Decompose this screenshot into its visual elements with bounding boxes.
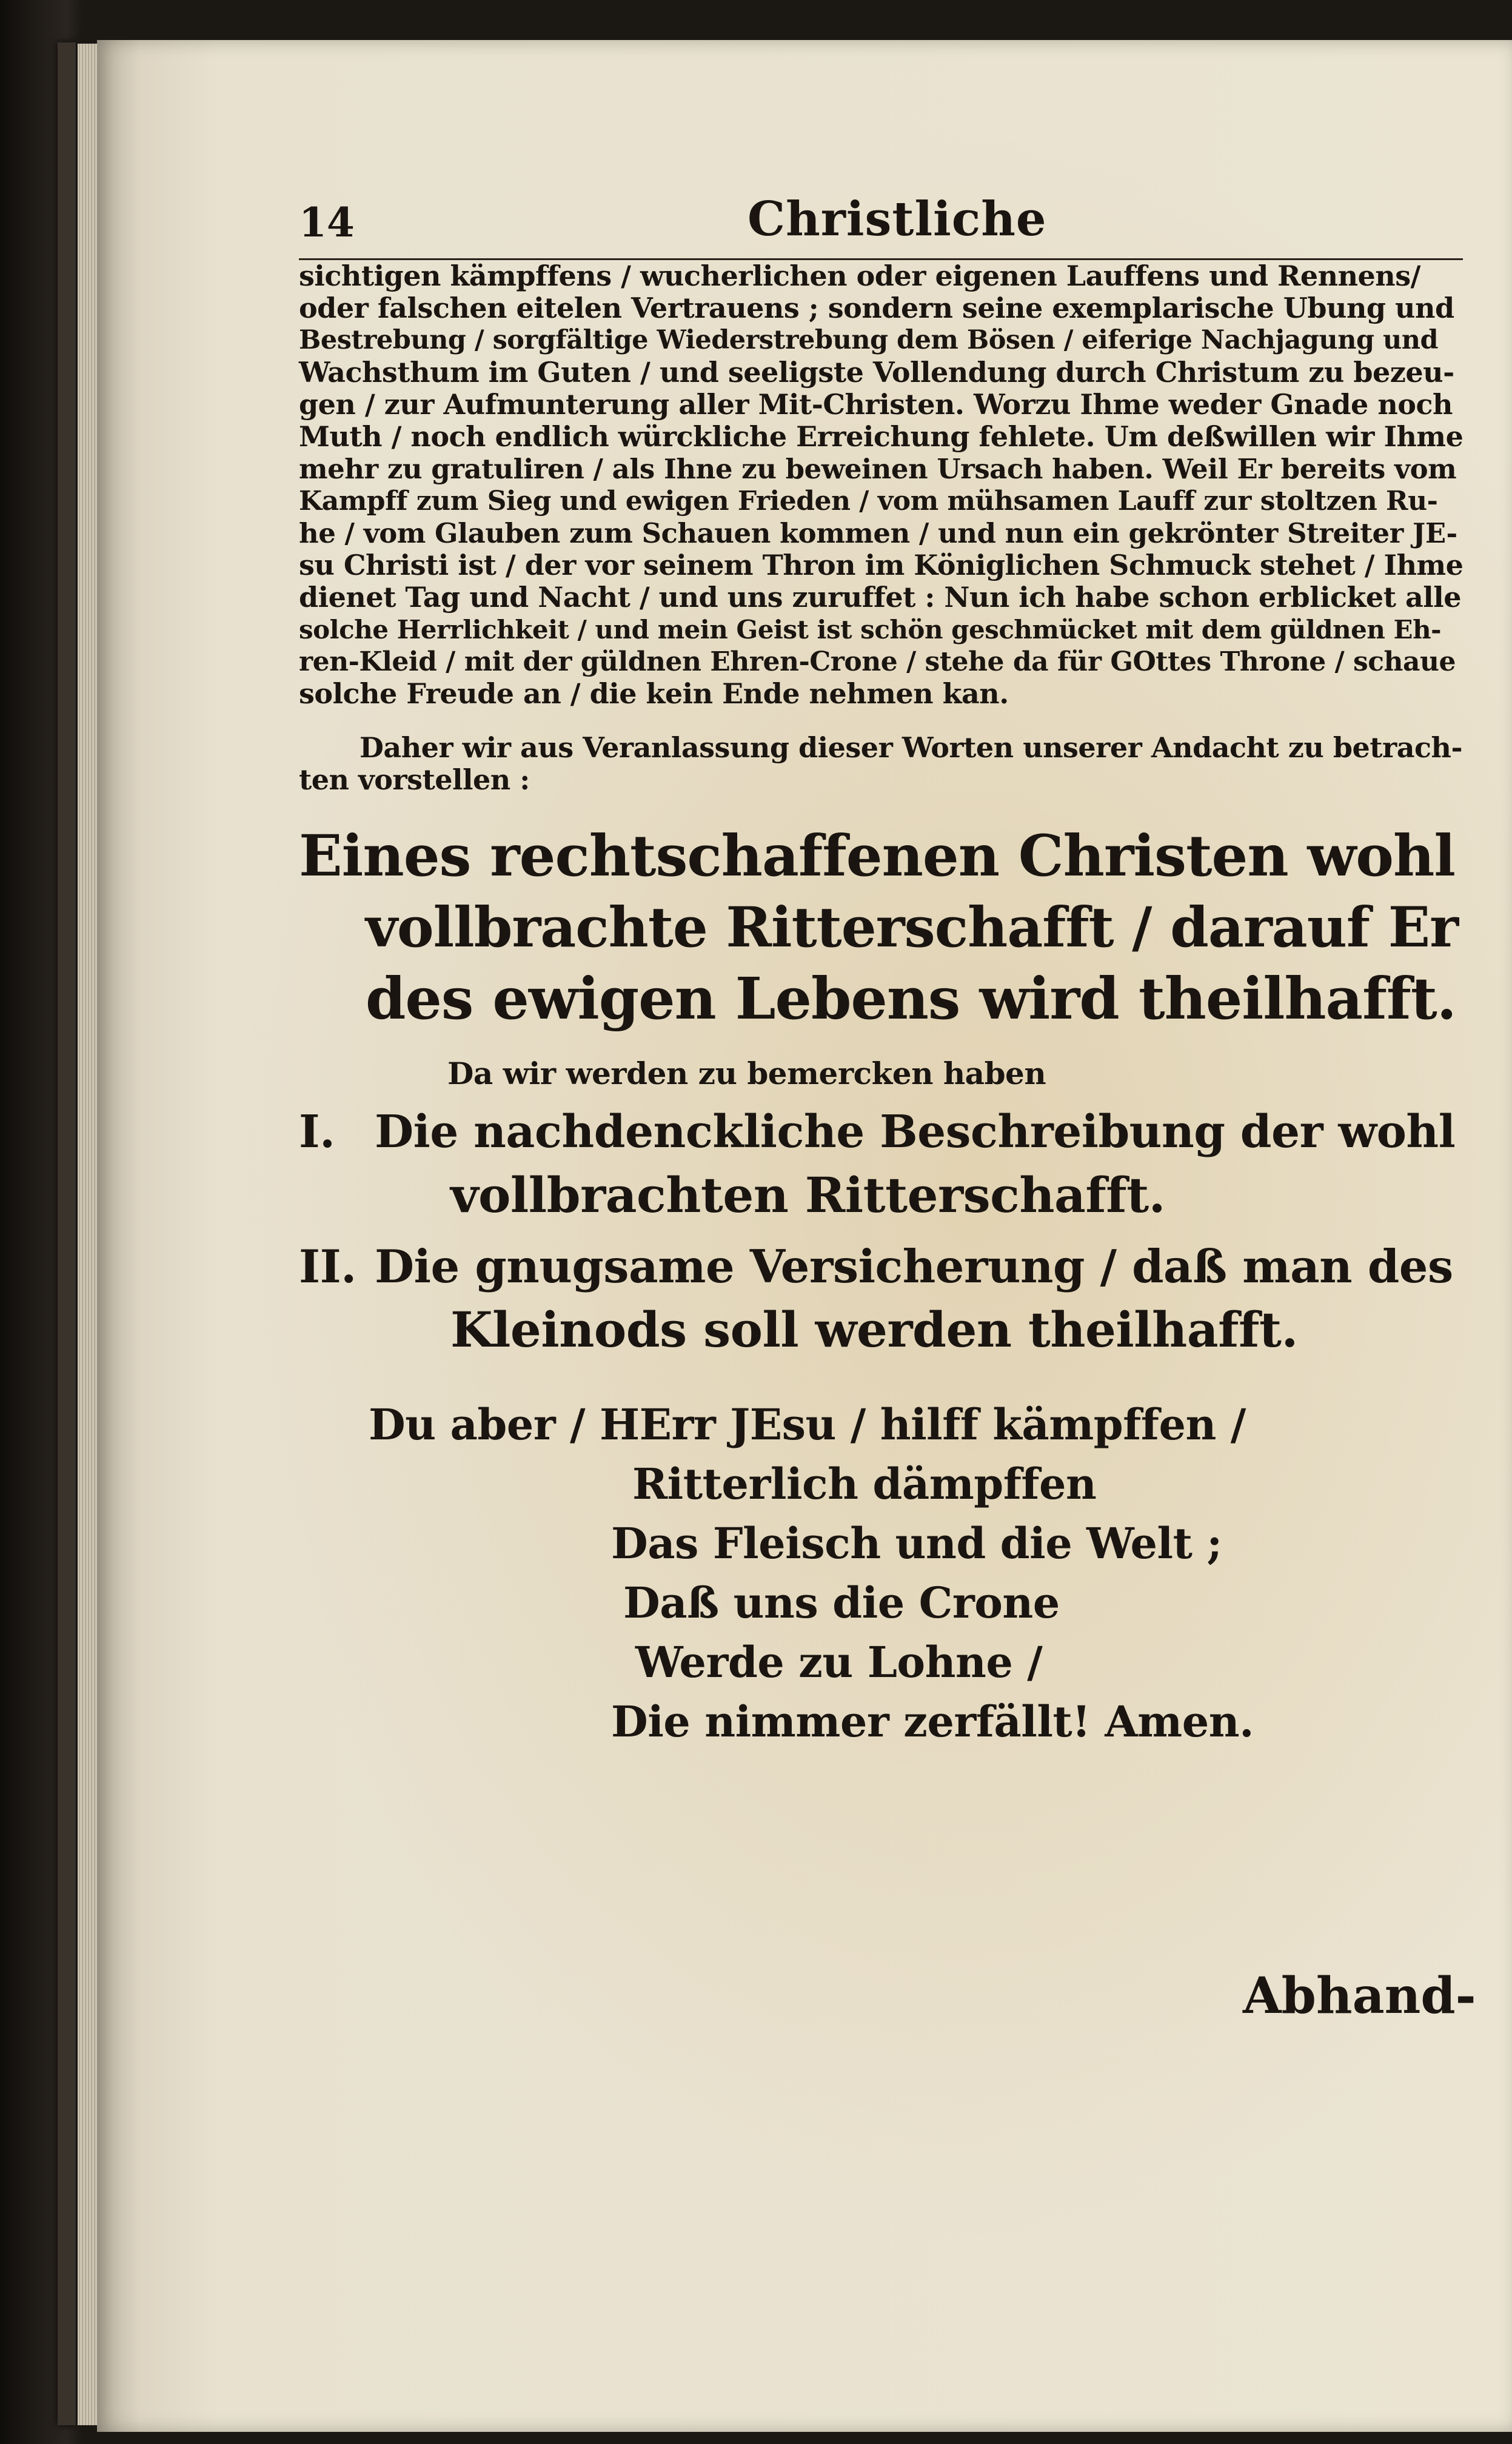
body-line: gen / zur Aufmunterung aller Mit-Christen. Worzu Ihme weder Gnade noch <box>299 388 1453 421</box>
body-line: mehr zu gratuliren / als Ihne zu beweinen Ursach haben. Weil Er bereits vom <box>299 453 1457 485</box>
title-line: Eines rechtschaffenen Christen wohl <box>299 823 1456 889</box>
body-line: solche Herrlichkeit / und mein Geist ist schön geschmücket mit dem güldnen Eh- <box>299 615 1442 644</box>
body-line: dienet Tag und Nacht / und uns zuruffet : Nun ich habe schon erblicket alle <box>299 581 1461 614</box>
part-heading-line: Die gnugsame Versicherung / daß man des <box>375 1240 1453 1293</box>
page-number: 14 <box>299 199 355 246</box>
body-line: Wachsthum im Guten / und seeligste Vollendung durch Christum zu bezeu- <box>299 356 1454 389</box>
body-line: Bestrebung / sorgfältige Wiederstrebung dem Bösen / eiferige Nachjagung und <box>299 325 1439 355</box>
body-paragraph <box>299 260 1463 710</box>
prayer-line: Du aber / HErr JEsu / hilff kämpffen / <box>369 1399 1246 1450</box>
body-line: Kampff zum Sieg und ewigen Frieden / vom mühsamen Lauff zur stoltzen Ru- <box>299 486 1438 517</box>
prayer-line: Die nimmer zerfällt! Amen. <box>611 1696 1254 1747</box>
intro-line: ten vorstellen : <box>299 763 530 796</box>
text-column <box>299 192 1463 1752</box>
intro-line: Daher wir aus Veranlassung dieser Worten unserer Andacht zu betrach- <box>360 731 1463 764</box>
roman-numeral: I. <box>299 1106 335 1158</box>
part-heading-line: Kleinods soll werden theilhafft. <box>450 1301 1298 1358</box>
book-cover-edge <box>58 42 76 2425</box>
subtitle-line: Da wir werden zu bemercken haben <box>447 1056 1046 1091</box>
body-line: su Christi ist / der vor seinem Thron im Königlichen Schmuck stehet / Ihme <box>299 549 1463 581</box>
running-header <box>299 192 1463 260</box>
body-line: solche Freude an / die kein Ende nehmen kan. <box>299 677 1009 710</box>
book-page <box>97 40 1512 2432</box>
body-line: Muth / noch endlich würckliche Erreichung fehlete. Um deßwillen wir Ihme <box>299 420 1463 453</box>
prayer-line: Das Fleisch und die Welt ; <box>611 1518 1222 1569</box>
intro-paragraph <box>299 732 1463 796</box>
body-line: he / vom Glauben zum Schauen kommen / und nun ein gekrönter Streiter JE- <box>299 517 1457 549</box>
prayer-verse <box>299 1395 1463 1752</box>
body-line: ren-Kleid / mit der güldnen Ehren-Crone / stehe da für GOttes Throne / schaue <box>299 646 1456 677</box>
body-line: oder falschen eitelen Vertrauens ; sondern seine exemplarische Ubung und <box>299 292 1454 324</box>
roman-numeral: II. <box>299 1240 356 1293</box>
part-one <box>299 1100 1463 1227</box>
page-stack-edges <box>78 44 98 2425</box>
part-two <box>299 1235 1463 1361</box>
body-line: sichtigen kämpffens / wucherlichen oder eigenen Lauffens und Rennens/ <box>299 259 1420 292</box>
title-line: des ewigen Lebens wird theilhafft. <box>366 965 1456 1033</box>
title-line: vollbrachte Ritterschafft / darauf Er <box>366 896 1459 960</box>
sermon-title <box>299 820 1463 1035</box>
catchword: Abhand- <box>1243 1967 1476 2025</box>
part-heading-line: vollbrachten Ritterschafft. <box>450 1167 1165 1224</box>
subtitle <box>299 1056 1463 1092</box>
prayer-line: Daß uns die Crone <box>623 1578 1060 1628</box>
part-heading-line: Die nachdenckliche Beschreibung der wohl <box>375 1106 1456 1158</box>
prayer-line: Werde zu Lohne / <box>635 1637 1043 1687</box>
running-title: Christliche <box>748 192 1047 247</box>
prayer-line: Ritterlich dämpffen <box>632 1459 1097 1509</box>
